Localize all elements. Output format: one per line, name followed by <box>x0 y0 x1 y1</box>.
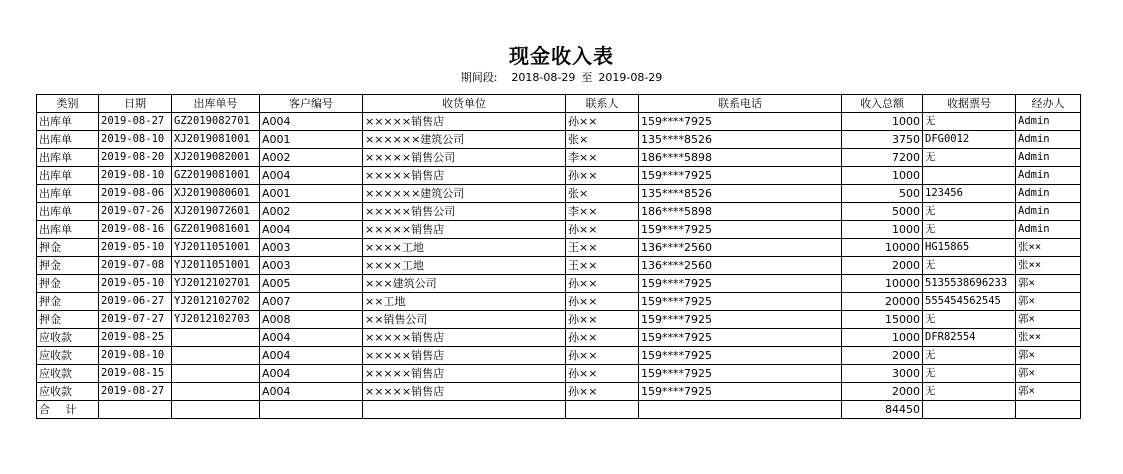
category-cell: 应收款 <box>37 347 99 365</box>
customer-no-cell: A004 <box>260 347 363 365</box>
phone-cell: 135****8526 <box>639 185 842 203</box>
handler-cell: 郭× <box>1016 293 1081 311</box>
date-cell: 2019-08-15 <box>99 365 172 383</box>
date-cell: 2019-07-27 <box>99 311 172 329</box>
amount-cell: 3000 <box>842 365 923 383</box>
total-empty-cell <box>172 401 260 419</box>
category-cell: 应收款 <box>37 383 99 401</box>
table-row <box>37 383 1081 401</box>
category-cell: 出库单 <box>37 131 99 149</box>
order-no-cell: YJ2011051001 <box>172 257 260 275</box>
amount-cell: 15000 <box>842 311 923 329</box>
table-row <box>37 311 1081 329</box>
handler-cell: Admin <box>1016 149 1081 167</box>
phone-cell: 159****7925 <box>639 275 842 293</box>
category-cell: 出库单 <box>37 167 99 185</box>
phone-cell: 186****5898 <box>639 203 842 221</box>
customer-no-cell: A008 <box>260 311 363 329</box>
contact-cell: 王×× <box>566 257 639 275</box>
amount-cell: 10000 <box>842 275 923 293</box>
phone-cell: 159****7925 <box>639 383 842 401</box>
receiver-cell: ×××××销售店 <box>363 329 566 347</box>
category-cell: 出库单 <box>37 221 99 239</box>
receipt-no-cell: DFR82554 <box>923 329 1016 347</box>
column-header: 经办人 <box>1016 95 1081 113</box>
date-cell: 2019-05-10 <box>99 239 172 257</box>
category-cell: 应收款 <box>37 365 99 383</box>
order-no-cell: YJ2012102702 <box>172 293 260 311</box>
phone-cell: 135****8526 <box>639 131 842 149</box>
column-header: 出库单号 <box>172 95 260 113</box>
contact-cell: 孙×× <box>566 311 639 329</box>
phone-cell: 159****7925 <box>639 347 842 365</box>
category-cell: 押金 <box>37 275 99 293</box>
date-cell: 2019-08-10 <box>99 347 172 365</box>
contact-cell: 孙×× <box>566 275 639 293</box>
amount-cell: 7200 <box>842 149 923 167</box>
customer-no-cell: A004 <box>260 383 363 401</box>
amount-cell: 2000 <box>842 257 923 275</box>
amount-cell: 1000 <box>842 329 923 347</box>
amount-cell: 5000 <box>842 203 923 221</box>
amount-cell: 2000 <box>842 347 923 365</box>
handler-cell: 郭× <box>1016 365 1081 383</box>
order-no-cell: XJ2019072601 <box>172 203 260 221</box>
category-cell: 押金 <box>37 239 99 257</box>
amount-cell: 10000 <box>842 239 923 257</box>
phone-cell: 159****7925 <box>639 329 842 347</box>
handler-cell: Admin <box>1016 221 1081 239</box>
category-cell: 出库单 <box>37 149 99 167</box>
receiver-cell: ××××××建筑公司 <box>363 185 566 203</box>
customer-no-cell: A004 <box>260 113 363 131</box>
customer-no-cell: A003 <box>260 239 363 257</box>
date-cell: 2019-08-06 <box>99 185 172 203</box>
table-row <box>37 257 1081 275</box>
category-cell: 应收款 <box>37 329 99 347</box>
order-no-cell <box>172 329 260 347</box>
receiver-cell: ××销售公司 <box>363 311 566 329</box>
table-row <box>37 347 1081 365</box>
phone-cell: 186****5898 <box>639 149 842 167</box>
phone-cell: 159****7925 <box>639 113 842 131</box>
table-row <box>37 221 1081 239</box>
date-cell: 2019-08-10 <box>99 167 172 185</box>
receiver-cell: ××××××建筑公司 <box>363 131 566 149</box>
order-no-cell <box>172 347 260 365</box>
phone-cell: 159****7925 <box>639 311 842 329</box>
date-cell: 2019-08-20 <box>99 149 172 167</box>
total-label: 合 计 <box>37 401 99 419</box>
amount-cell: 2000 <box>842 383 923 401</box>
customer-no-cell: A002 <box>260 203 363 221</box>
contact-cell: 孙×× <box>566 383 639 401</box>
customer-no-cell: A001 <box>260 185 363 203</box>
column-header: 联系人 <box>566 95 639 113</box>
total-empty-cell <box>1016 401 1081 419</box>
amount-cell: 20000 <box>842 293 923 311</box>
contact-cell: 孙×× <box>566 221 639 239</box>
handler-cell: 郭× <box>1016 383 1081 401</box>
handler-cell: 郭× <box>1016 275 1081 293</box>
category-cell: 出库单 <box>37 113 99 131</box>
table-row <box>37 293 1081 311</box>
receipt-no-cell: 无 <box>923 149 1016 167</box>
date-cell: 2019-06-27 <box>99 293 172 311</box>
handler-cell: Admin <box>1016 131 1081 149</box>
contact-cell: 王×× <box>566 239 639 257</box>
total-empty-cell <box>923 401 1016 419</box>
table-row <box>37 167 1081 185</box>
column-header: 客户编号 <box>260 95 363 113</box>
receiver-cell: ××××工地 <box>363 239 566 257</box>
order-no-cell: YJ2012102701 <box>172 275 260 293</box>
receipt-no-cell: 无 <box>923 203 1016 221</box>
table-row <box>37 239 1081 257</box>
total-row <box>37 401 1081 419</box>
date-cell: 2019-08-10 <box>99 131 172 149</box>
amount-cell: 3750 <box>842 131 923 149</box>
date-cell: 2019-07-08 <box>99 257 172 275</box>
handler-cell: 张×× <box>1016 329 1081 347</box>
receiver-cell: ×××××销售店 <box>363 347 566 365</box>
date-cell: 2019-08-16 <box>99 221 172 239</box>
receipt-no-cell: DFG0012 <box>923 131 1016 149</box>
total-empty-cell <box>99 401 172 419</box>
receipt-no-cell: 123456 <box>923 185 1016 203</box>
column-header: 联系电话 <box>639 95 842 113</box>
receiver-cell: ××××工地 <box>363 257 566 275</box>
receipt-no-cell <box>923 167 1016 185</box>
date-cell: 2019-08-27 <box>99 383 172 401</box>
customer-no-cell: A004 <box>260 365 363 383</box>
total-amount: 84450 <box>842 401 923 419</box>
table-row <box>37 329 1081 347</box>
date-cell: 2019-05-10 <box>99 275 172 293</box>
receipt-no-cell: 无 <box>923 365 1016 383</box>
category-cell: 出库单 <box>37 185 99 203</box>
contact-cell: 孙×× <box>566 167 639 185</box>
handler-cell: Admin <box>1016 113 1081 131</box>
receipt-no-cell: 无 <box>923 257 1016 275</box>
category-cell: 押金 <box>37 311 99 329</box>
category-cell: 押金 <box>37 293 99 311</box>
table-row <box>37 185 1081 203</box>
order-no-cell <box>172 365 260 383</box>
receiver-cell: ×××××销售店 <box>363 365 566 383</box>
category-cell: 出库单 <box>37 203 99 221</box>
handler-cell: Admin <box>1016 167 1081 185</box>
order-no-cell: XJ2019080601 <box>172 185 260 203</box>
phone-cell: 136****2560 <box>639 239 842 257</box>
contact-cell: 张× <box>566 185 639 203</box>
cash-income-table <box>36 94 1081 419</box>
receipt-no-cell: 无 <box>923 113 1016 131</box>
order-no-cell: YJ2011051001 <box>172 239 260 257</box>
customer-no-cell: A005 <box>260 275 363 293</box>
customer-no-cell: A007 <box>260 293 363 311</box>
receipt-no-cell: 5135538696233 <box>923 275 1016 293</box>
table-row <box>37 365 1081 383</box>
column-header: 收货单位 <box>363 95 566 113</box>
period-to: 2019-08-29 <box>598 71 663 84</box>
handler-cell: 郭× <box>1016 347 1081 365</box>
period-to-word: 至 <box>581 71 593 84</box>
amount-cell: 1000 <box>842 221 923 239</box>
amount-cell: 1000 <box>842 167 923 185</box>
column-header: 类别 <box>37 95 99 113</box>
phone-cell: 159****7925 <box>639 167 842 185</box>
order-no-cell: XJ2019082001 <box>172 149 260 167</box>
phone-cell: 159****7925 <box>639 221 842 239</box>
receiver-cell: ×××××销售公司 <box>363 203 566 221</box>
customer-no-cell: A004 <box>260 221 363 239</box>
receipt-no-cell: HG15865 <box>923 239 1016 257</box>
customer-no-cell: A001 <box>260 131 363 149</box>
order-no-cell: GZ2019081001 <box>172 167 260 185</box>
receipt-no-cell: 无 <box>923 347 1016 365</box>
receiver-cell: ×××××销售公司 <box>363 149 566 167</box>
contact-cell: 孙×× <box>566 329 639 347</box>
handler-cell: Admin <box>1016 203 1081 221</box>
contact-cell: 孙×× <box>566 365 639 383</box>
receipt-no-cell: 无 <box>923 221 1016 239</box>
table-row <box>37 275 1081 293</box>
receiver-cell: ×××建筑公司 <box>363 275 566 293</box>
contact-cell: 孙×× <box>566 293 639 311</box>
period-from: 2018-08-29 <box>511 71 576 84</box>
report-title: 现金收入表 <box>509 44 614 68</box>
total-empty-cell <box>639 401 842 419</box>
table-row <box>37 203 1081 221</box>
table-row <box>37 113 1081 131</box>
contact-cell: 李×× <box>566 149 639 167</box>
order-no-cell: XJ2019081001 <box>172 131 260 149</box>
total-empty-cell <box>260 401 363 419</box>
receiver-cell: ×××××销售店 <box>363 221 566 239</box>
receiver-cell: ×××××销售店 <box>363 383 566 401</box>
customer-no-cell: A003 <box>260 257 363 275</box>
phone-cell: 136****2560 <box>639 257 842 275</box>
handler-cell: 张×× <box>1016 257 1081 275</box>
receiver-cell: ×××××销售店 <box>363 167 566 185</box>
date-cell: 2019-08-25 <box>99 329 172 347</box>
handler-cell: Admin <box>1016 185 1081 203</box>
receiver-cell: ×××××销售店 <box>363 113 566 131</box>
period-label: 期间段: <box>460 71 498 84</box>
order-no-cell <box>172 383 260 401</box>
handler-cell: 张×× <box>1016 239 1081 257</box>
customer-no-cell: A004 <box>260 167 363 185</box>
table-body <box>37 113 1081 401</box>
customer-no-cell: A002 <box>260 149 363 167</box>
contact-cell: 孙×× <box>566 113 639 131</box>
total-empty-cell <box>566 401 639 419</box>
contact-cell: 张× <box>566 131 639 149</box>
receipt-no-cell: 555454562545 <box>923 293 1016 311</box>
column-header: 收入总额 <box>842 95 923 113</box>
receipt-no-cell: 无 <box>923 311 1016 329</box>
receiver-cell: ××工地 <box>363 293 566 311</box>
receipt-no-cell: 无 <box>923 383 1016 401</box>
phone-cell: 159****7925 <box>639 293 842 311</box>
phone-cell: 159****7925 <box>639 365 842 383</box>
table-row <box>37 149 1081 167</box>
category-cell: 押金 <box>37 257 99 275</box>
order-no-cell: GZ2019082701 <box>172 113 260 131</box>
date-cell: 2019-08-27 <box>99 113 172 131</box>
column-header: 日期 <box>99 95 172 113</box>
amount-cell: 500 <box>842 185 923 203</box>
amount-cell: 1000 <box>842 113 923 131</box>
table-row <box>37 131 1081 149</box>
order-no-cell: GZ2019081601 <box>172 221 260 239</box>
total-empty-cell <box>363 401 566 419</box>
period-line <box>0 71 1123 85</box>
contact-cell: 李×× <box>566 203 639 221</box>
customer-no-cell: A004 <box>260 329 363 347</box>
contact-cell: 孙×× <box>566 347 639 365</box>
table-header-row <box>37 95 1081 113</box>
order-no-cell: YJ2012102703 <box>172 311 260 329</box>
column-header: 收据票号 <box>923 95 1016 113</box>
handler-cell: 郭× <box>1016 311 1081 329</box>
date-cell: 2019-07-26 <box>99 203 172 221</box>
